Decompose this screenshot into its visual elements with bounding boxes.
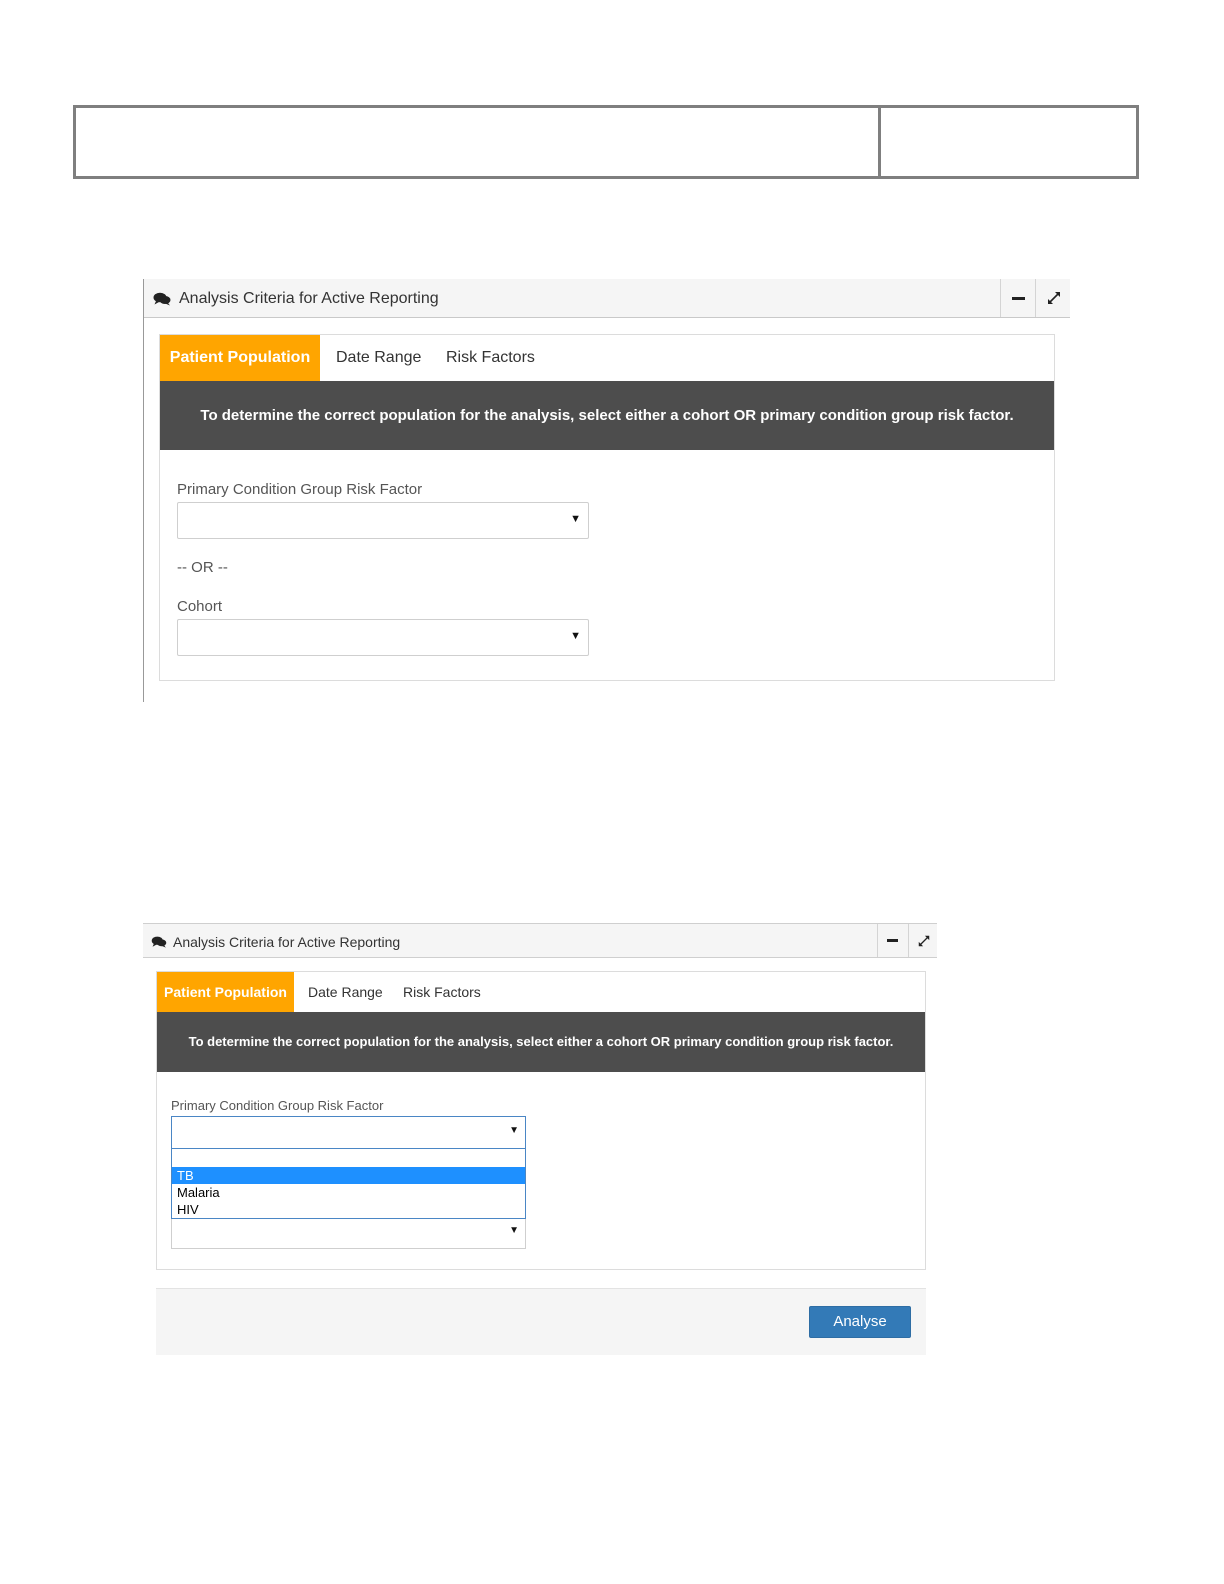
panel-body <box>156 971 926 1270</box>
expand-icon <box>1046 290 1062 306</box>
analyse-button[interactable]: Analyse <box>809 1306 911 1338</box>
condition-dropdown-list <box>171 1148 526 1219</box>
panel-title: Analysis Criteria for Active Reporting <box>179 290 439 307</box>
header-table-cell-left <box>76 108 881 176</box>
caret-down-icon: ▼ <box>570 630 581 642</box>
minimize-button[interactable] <box>877 924 908 957</box>
condition-label: Primary Condition Group Risk Factor <box>171 1098 384 1113</box>
panel-title: Analysis Criteria for Active Reporting <box>173 934 401 950</box>
condition-label: Primary Condition Group Risk Factor <box>177 481 423 498</box>
condition-select[interactable] <box>177 502 589 539</box>
panel-header <box>144 279 1070 318</box>
tab-patient-population[interactable]: Patient Population <box>157 972 294 1012</box>
maximize-button[interactable] <box>908 924 938 957</box>
cohort-label: Cohort <box>177 598 223 615</box>
panel-footer <box>156 1288 926 1355</box>
caret-down-icon: ▼ <box>509 1125 519 1136</box>
tab-date-range[interactable]: Date Range <box>336 349 422 366</box>
panel-body <box>159 334 1055 681</box>
minimize-button[interactable] <box>1000 279 1035 317</box>
header-table <box>73 105 1139 179</box>
cohort-select[interactable] <box>171 1216 526 1249</box>
condition-select[interactable] <box>171 1116 526 1149</box>
analysis-criteria-panel <box>143 279 1070 702</box>
dropdown-option-hiv[interactable]: HIV <box>177 1202 199 1217</box>
dropdown-option-tb[interactable]: TB <box>172 1167 525 1184</box>
or-separator: -- OR -- <box>177 559 228 576</box>
minus-icon <box>1012 297 1025 300</box>
maximize-button[interactable] <box>1035 279 1071 317</box>
info-banner: To determine the correct population for the analysis, select either a cohort OR primary condition group risk factor. <box>160 381 1054 450</box>
comments-icon <box>151 935 167 953</box>
cohort-select[interactable] <box>177 619 589 656</box>
tab-risk-factors[interactable]: Risk Factors <box>446 349 535 366</box>
header-table-cell-right <box>881 108 1136 176</box>
tab-date-range[interactable]: Date Range <box>308 984 383 1000</box>
minus-icon <box>887 939 898 942</box>
tab-patient-population[interactable]: Patient Population <box>160 335 320 381</box>
panel-header <box>143 923 937 958</box>
tab-risk-factors[interactable]: Risk Factors <box>403 984 481 1000</box>
dropdown-option-malaria[interactable]: Malaria <box>177 1185 220 1200</box>
expand-icon <box>917 934 931 948</box>
analysis-criteria-panel-open <box>143 923 937 1355</box>
info-banner: To determine the correct population for the analysis, select either a cohort OR primary condition group risk factor. <box>157 1012 925 1072</box>
caret-down-icon: ▼ <box>570 513 581 525</box>
caret-down-icon: ▼ <box>509 1225 519 1236</box>
comments-icon <box>153 292 171 311</box>
panel-left-border <box>143 279 144 702</box>
